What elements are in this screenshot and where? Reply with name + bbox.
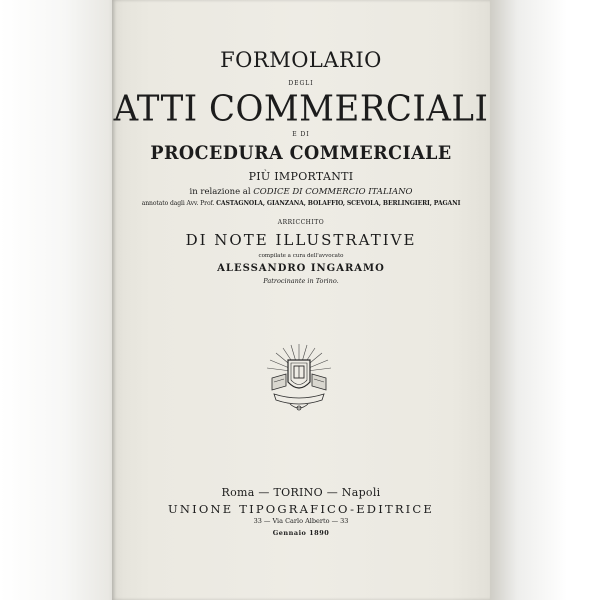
compiled-by-label: compilate a cura dell'avvocato (258, 253, 344, 259)
book-right-edge (490, 0, 600, 600)
title-page (112, 0, 490, 600)
annotated-prefix: annotato dagli Avv. Prof. (141, 200, 215, 207)
relation-line (112, 187, 490, 197)
publication-date: Gennaio 1890 (272, 529, 330, 537)
author-name: ALESSANDRO INGARAMO (217, 263, 385, 274)
annotators-list: CASTAGNOLA, GIANZANA, BOLAFFIO, SCEVOLA, BERLINGIERI, PAGANI (216, 200, 461, 207)
connector-e-di: E DI (292, 131, 310, 138)
author-role: Patrocinante in Torino. (263, 277, 339, 285)
title-line-piu-importanti: PIÙ IMPORTANTI (248, 170, 354, 183)
book-left-edge (0, 0, 118, 600)
title-line-procedura: PROCEDURA COMMERCIALE (150, 142, 452, 164)
connector-degli: DEGLI (288, 80, 314, 87)
title-line-atti-commerciali: ATTI COMMERCIALI (113, 88, 489, 130)
publisher-address: 33 — Via Carlo Alberto — 33 (253, 517, 349, 525)
relation-prefix: in relazione al (189, 187, 251, 197)
title-line-formolario: FORMOLARIO (220, 48, 382, 72)
relation-code: CODICE DI COMMERCIO ITALIANO (253, 187, 413, 197)
cities-line: Roma — TORINO — Napoli (221, 486, 381, 499)
annotated-line (116, 200, 486, 207)
enriched-label: ARRICCHITO (277, 219, 325, 226)
printer-device-emblem-icon (264, 342, 334, 414)
publisher-name: UNIONE TIPOGRAFICO-EDITRICE (167, 502, 435, 516)
notes-title: DI NOTE ILLUSTRATIVE (185, 231, 417, 249)
